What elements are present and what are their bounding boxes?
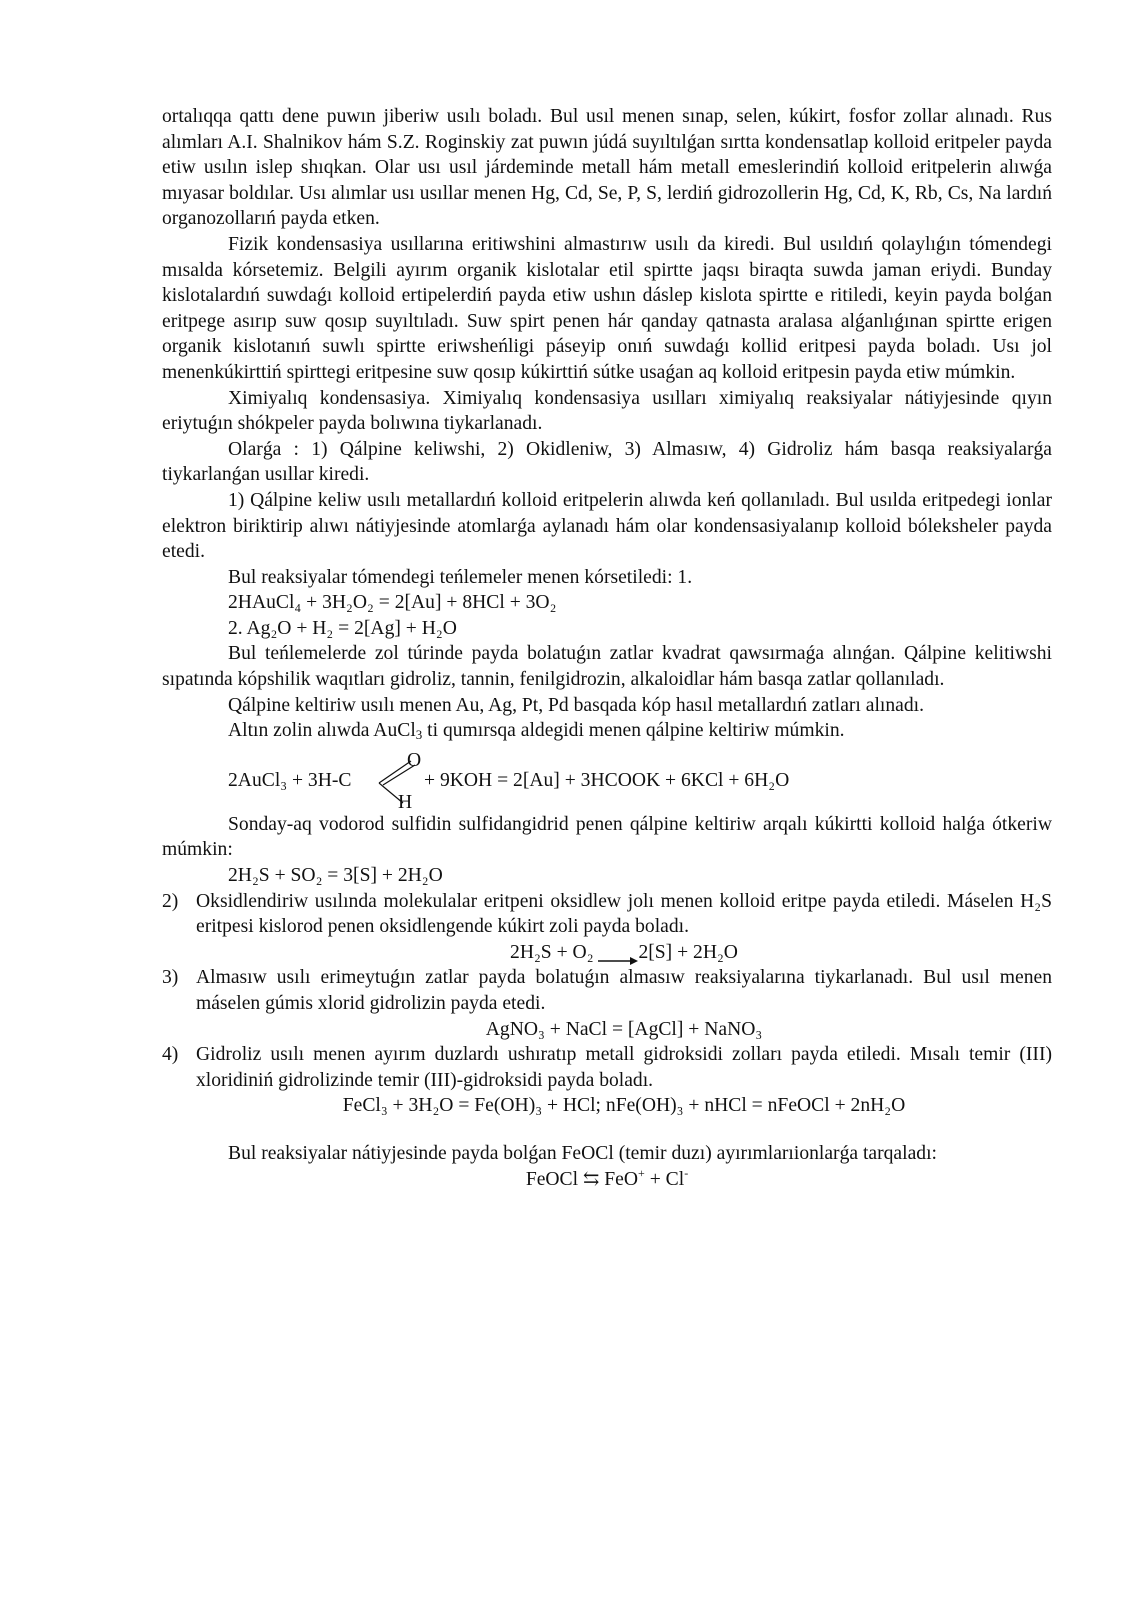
- equation-haucl4: 2HAuCl₄ + 3H₂O₂ = 2[Au] + 8HCl + 3O₂: [228, 592, 557, 614]
- equation-ag2o: 2. Ag₂O + H₂ = 2[Ag] + H₂O: [228, 617, 457, 639]
- paragraph-sulfur-sol: Sonday-aq vodorod sulfidin sulfidangidrid penen qálpine keltiriw arqalı kúkirtti kolloid halǵa ótkeriw múmkin:: [162, 813, 1052, 861]
- equation-formaldehyde-reduction: [162, 748, 1052, 812]
- equation-h2s-so2: 2H₂S + SO₂ = 3[S] + 2H₂O: [228, 865, 443, 887]
- list-item-exchange: 3) Almasıw usılı erimeytuǵın zatlar payda bolatuǵın almasıw reaksiyalarına tiykarlanadı. Bul usıl menen máselen gúmis xlorid gidrolizin payda etedi. AgNO₃ + NaCl = [AgCl] + NaNO₃: [162, 965, 1052, 1042]
- paragraph-gold-sol: Altın zolin alıwda AuCl$_3$ ti qumırsqa aldegidi menen qálpine keltiriw múmkin.: [228, 720, 845, 743]
- aldehyde-oxygen: O: [407, 749, 422, 771]
- paragraph-noble-metals: Qálpine keltiriw usılı menen Au, Ag, Pt, Pd basqada kóp hasıl metallardıń zatları alınadı.: [228, 694, 924, 716]
- paragraph-feocl-dissociation: Bul reaksiyalar nátiyjesinde payda bolǵan FeOCl (temir duzı) ayırımlarıionlarǵa tarqaladı:: [228, 1142, 937, 1164]
- paragraph-solvent-replacement: Fizik kondensasiya usıllarına eritiwshini almastırıw usılı da kiredi. Bul usıldıń qolaylıǵın tómendegi mısalda kórsetemiz. Belgili ayırım organik kislotalar etil spirtte jaqsı biraqta suwda jaman eriydi. Bunday kislotalardıń suwdaǵı kolloid ertipelerdiń payda etiw ushın dáslep kislota spirtte e ritiledi, keyin payda bolǵan eritpege asırıp suw qosıp suyıltıladı. Suw spirt penen hár qanday qatnasta aralasa alǵanlıǵınan spirtte erigen organik kislotanıń suwlı spirtte eriwsheńligi páseyip onıń suwdaǵı kollid eritpesi payda boladı. Usı jol menenkúkirttiń spirttegi eritpesine suw qosıp kúkirttiń sútke usaǵan aq kolloid eritpesin payda etiw múmkin.: [162, 233, 1052, 383]
- equation-h2s-o2: 2H₂S + O₂ 2[S] + 2H₂O: [196, 940, 1052, 966]
- arrow-icon: [598, 948, 638, 958]
- paragraph-chemical-condensation: Ximiyalıq kondensasiya. Ximiyalıq kondensasiya usılları ximiyalıq reaksiyalar nátiyjesinde qıyın eriytuǵın shókpeler payda bolıwına tiykarlanadı.: [162, 387, 1052, 435]
- paragraph-sol-brackets: Bul teńlemelerde zol túrinde payda bolatuǵın zatlar kvadrat qawsırmaǵa alınǵan. Qálpine kelitiwshi sıpatında kópshilik waqıtları gidroliz, tannin, fenilgidrozin, alkaloidlar hám basqa zatlar qollanıladı.: [162, 643, 1052, 691]
- aldehyde-hydrogen: H: [398, 791, 413, 813]
- equation-rhs: + 9KOH = 2[Au] + 3HCOOK + 6KCl + 6H₂O: [424, 769, 790, 791]
- equation-lhs: 2AuCl₃ + 3H-C: [228, 769, 352, 791]
- equation-agno3: AgNO₃ + NaCl = [AgCl] + NaNO₃: [485, 1018, 763, 1040]
- equation-fecl3: FeCl₃ + 3H₂O = Fe(OH)₃ + HCl; nFe(OH)₃ + nHCl = nFeOCl + 2nH₂O: [342, 1095, 906, 1117]
- list-item-hydrolysis: 4) Gidroliz usılı menen ayırım duzlardı ushıratıp metall gidroksidi zolları payda etiledi. Mısalı temir (III) xloridiniń gidrolizinde temir (III)-gidroksidi payda boladı. FeCl₃ + 3H₂O = Fe(OH)₃ + HCl; nFe(OH)₃ + nHCl = nFeOCl + 2nH₂O: [162, 1042, 1052, 1119]
- paragraph-reduction-method: 1) Qálpine keliw usılı metallardıń kolloid eritpelerin alıwda keń qollanıladı. Bul usılda eritpedegi ionlar elektron biriktirip alıwı nátiyjesinde atomlarǵa aylanadı hám olar kondensasiyalanıp kolloid bóleksheler payda etedi.: [162, 489, 1052, 563]
- equation-feocl: FeOCl ⇆ FeO+ + Cl-: [525, 1165, 689, 1190]
- paragraph-equations-intro: Bul reaksiyalar tómendegi teńlemeler menen kórsetiledi: 1.: [228, 566, 693, 588]
- list-item-oxidation: 2) Oksidlendiriw usılında molekulalar eritpeni oksidlew jolı menen kolloid eritpe payda etiledi. Máselen H₂S eritpesi kislorod penen oksidlengende kúkirt zoli payda boladı. 2H₂S + O₂ 2[S] + 2H₂O: [162, 889, 1052, 966]
- paragraph-sublimation: ortalıqqa qattı dene puwın jiberiw usılı boladı. Bul usıl menen sınap, selen, kúkirt, fosfor zollar alınadı. Rus alımları A.I. Shalnikov hám S.Z. Roginskiy zat puwın júdá suyıltılǵan sırtta kondensatlap kolloid eritpeler payda etiw usılın islep shıqkan. Olar usı usıl járdeminde metall hám metall emeslerindiń kolloid eritpelerin alıwǵa mıyasar boldılar. Usı alımlar usı usıllar menen Hg, Cd, Se, P, S, lerdiń gidrozollerin Hg, Cd, K, Rb, Cs, Na lardıń organozollarıń payda etken.: [162, 106, 1052, 230]
- paragraph-method-list: Olarǵa : 1) Qálpine keliwshi, 2) Okidleniw, 3) Almasıw, 4) Gidroliz hám basqa reaksiyalarǵa tiykarlanǵan usıllar kiredi.: [162, 438, 1052, 486]
- document-page: [162, 104, 1052, 1192]
